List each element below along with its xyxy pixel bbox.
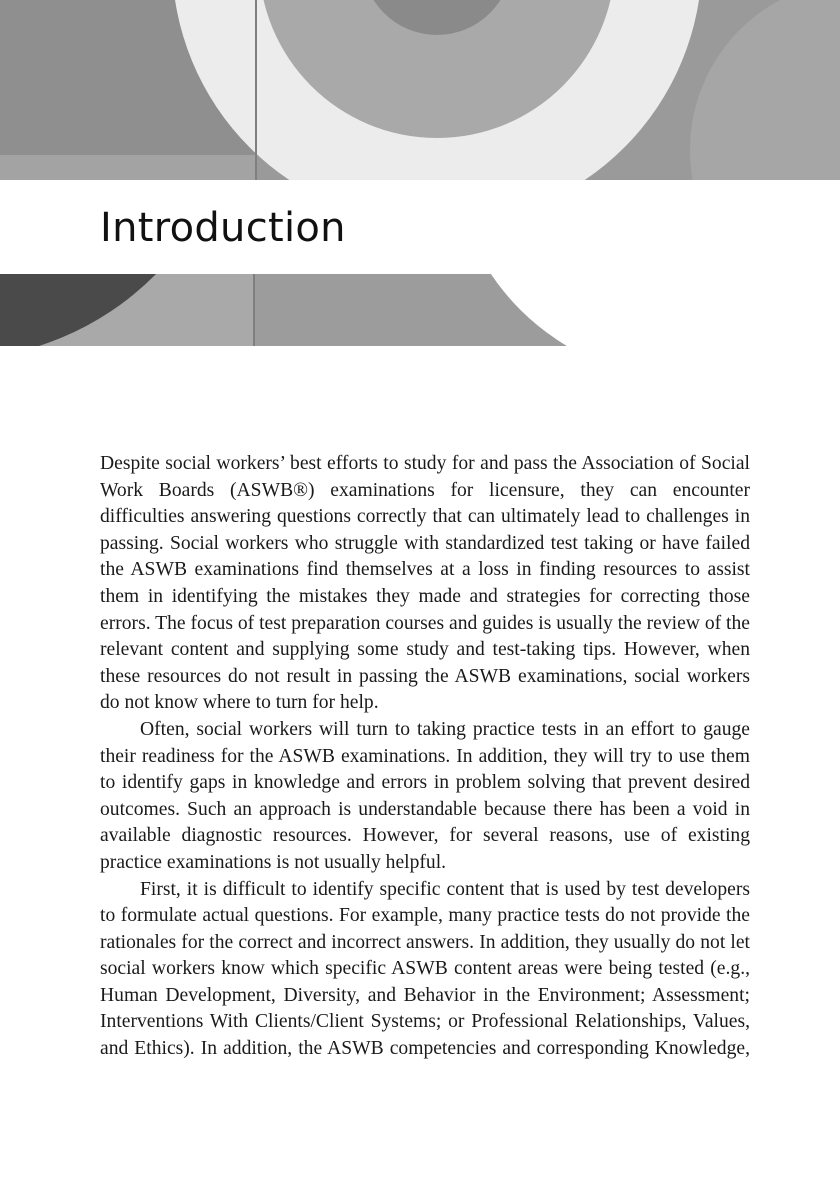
decorative-banner-bottom xyxy=(0,274,840,346)
chapter-title: Introduction xyxy=(100,205,346,251)
paragraph: Despite social workers’ best efforts to study for and pass the Association of Social Work Boards (ASWB®) examinations for licensure, they can encounter difficulties answering questions correctly that can ultimately lead to challenges in passing. Social workers who struggle with standardized test taking or have failed the ASWB examinations find themselves at a loss in finding resources to assist them in identifying the mistakes they made and strategies for correcting those errors. The focus of test preparation courses and guides is usually the review of the relevant content and supplying some study and test-taking tips. However, when these resources do not result in passing the ASWB examinations, social workers do not know where to turn for help. xyxy=(100,453,750,714)
body-text xyxy=(100,451,750,1063)
paragraph: Often, social workers will turn to taking practice tests in an effort to gauge their readiness for the ASWB examinations. In addition, they will try to use them to identify gaps in knowledge and errors in problem solving that prevent desired outcomes. Such an approach is understandable because there has been a void in available diagnostic resources. However, for several reasons, use of existing practice examinations is not usually helpful. xyxy=(100,718,750,873)
decorative-banner-top xyxy=(0,0,840,180)
paragraph: First, it is difficult to identify specific content that is used by test developers to formulate actual questions. For example, many practice tests do not provide the rationales for the correct and incorrect answers. In addition, they usually do not let social workers know which specific ASWB content areas were being tested (e.g., Human Development, Diversity, and Behavior in the Environment; Assessment; Interventions With Clients/Client Systems; or Professional Relationships, Values, and Ethics). In addition, the ASWB competencies and corresponding Knowledge, xyxy=(100,878,750,1060)
